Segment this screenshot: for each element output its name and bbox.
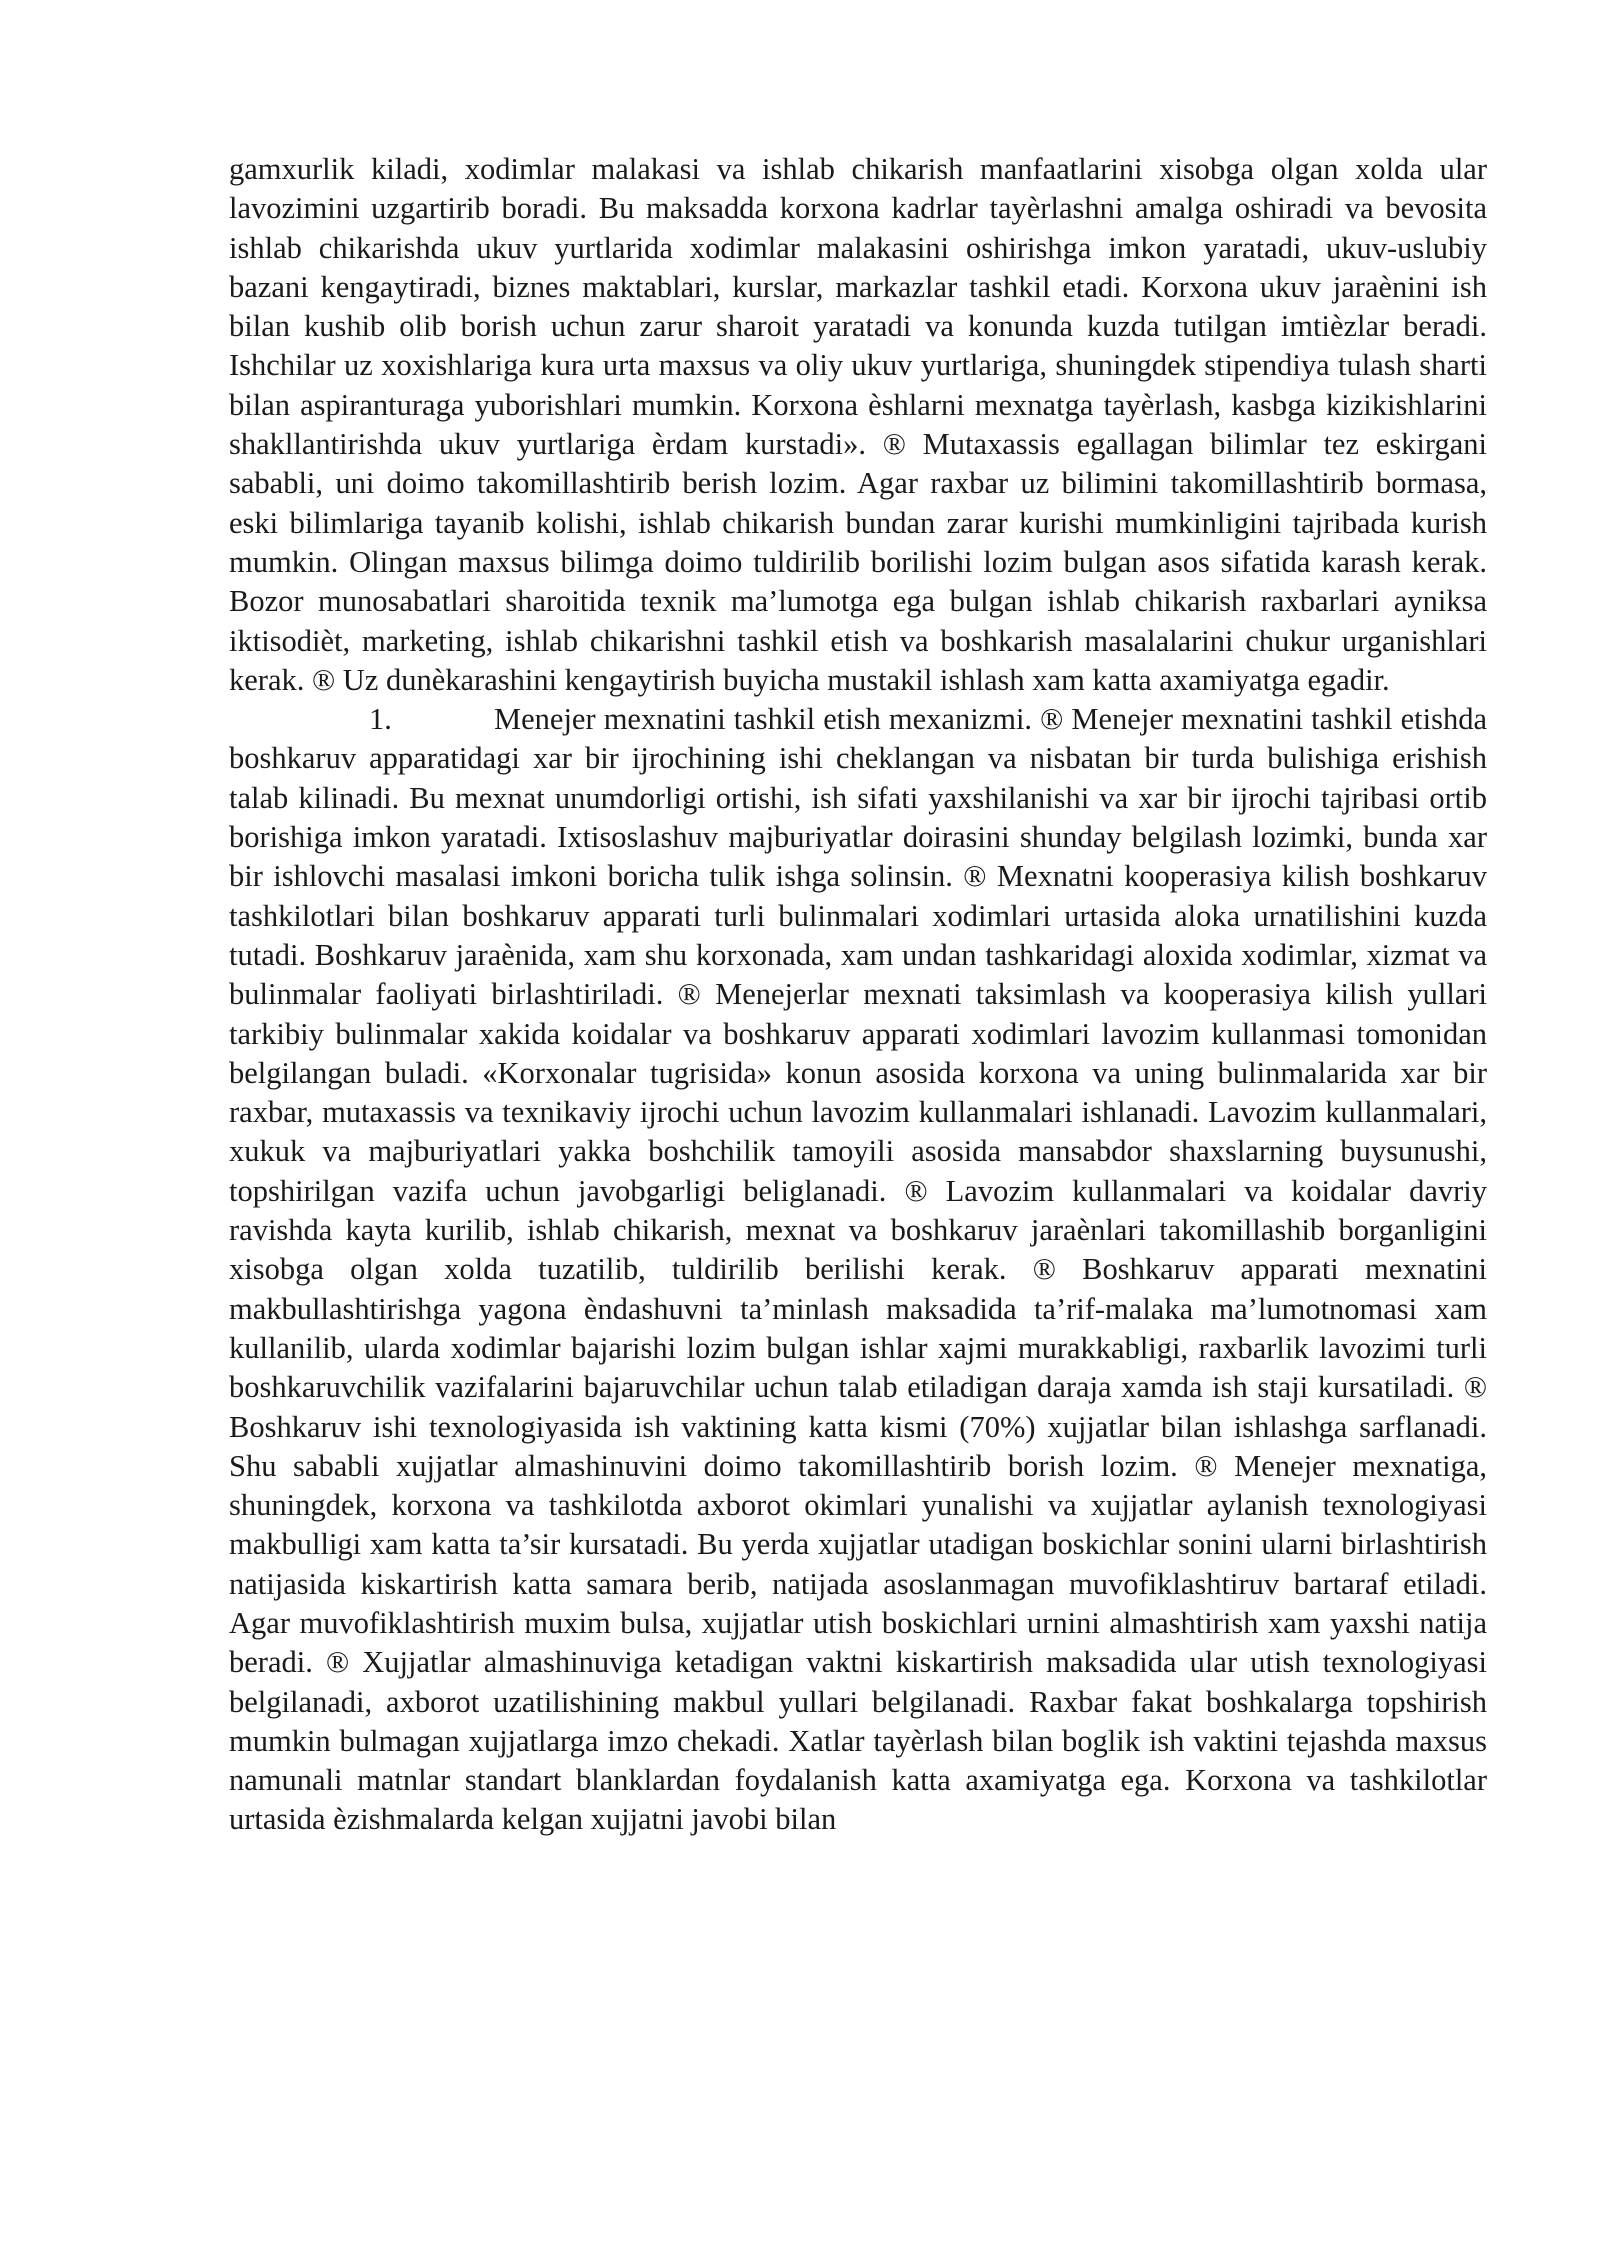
list-number: 1. bbox=[369, 702, 392, 737]
document-body bbox=[229, 150, 1487, 1840]
paragraph-2: Menejer mexnatini tashkil etish mexanizmi. ® Menejer mexnatini tashkil etishda boshkaruv apparatidagi xar bir ijrochining ishi cheklangan va nisbatan bir turda bulishiga erishish talab kilinadi. Bu mexnat unumdorligi ortishi, ish sifati yaxshilanishi va xar bir ijrochi tajribasi ortib borishiga imkon yaratadi. Ixtisoslashuv majburiyatlar doirasini shunday belgilash lozimki, bunda xar bir ishlovchi masalasi imkoni boricha tulik ishga solinsin. ® Mexnatni kooperasiya kilish boshkaruv tashkilotlari bilan boshkaruv apparati turli bulinmalari xodimlari urtasida aloka urnatilishini kuzda tutadi. Boshkaruv jaraènida, xam shu korxonada, xam undan tashkaridagi aloxida xodimlar, xizmat va bulinmalar faoliyati birlashtiriladi. ® Menejerlar mexnati taksimlash va kooperasiya kilish yullari tarkibiy bulinmalar xakida koidalar va boshkaruv apparati xodimlari lavozim kullanmasi tomonidan belgilangan buladi. «Korxonalar tugrisida» konun asosida korxona va uning bulinmalarida xar bir raxbar, mutaxassis va texnikaviy ijrochi uchun lavozim kullanmalari ishlanadi. Lavozim kullanmalari, xukuk va majburiyatlari yakka boshchilik tamoyili asosida mansabdor shaxslarning buysunushi, topshirilgan vazifa uchun javobgarligi beliglanadi. ® Lavozim kullanmalari va koidalar davriy ravishda kayta kurilib, ishlab chikarish, mexnat va boshkaruv jaraènlari takomillashib borganligini xisobga olgan xolda tuzatilib, tuldirilib berilishi kerak. ® Boshkaruv apparati mexnatini makbullashtirishga yagona èndashuvni ta’minlash maksadida ta’rif-malaka ma’lumotnomasi xam kullanilib, ularda xodimlar bajarishi lozim bulgan ishlar xajmi murakkabligi, raxbarlik lavozimi turli boshkaruvchilik vazifalarini bajaruvchilar uchun talab etiladigan daraja xamda ish staji kursatiladi. ® Boshkaruv ishi texnologiyasida ish vaktining katta kismi (70%) xujjatlar bilan ishlashga sarflanadi. Shu sababli xujjatlar almashinuvini doimo takomillashtirib borish lozim. ® Menejer mexnatiga, shuningdek, korxona va tashkilotda axborot okimlari yunalishi va xujjatlar aylanish texnologiyasi makbulligi xam katta ta’sir kursatadi. Bu yerda xujjatlar utadigan boskichlar sonini ularni birlashtirish natijasida kiskartirish katta samara berib, natijada asoslanmagan muvofiklashtiruv bartaraf etiladi. Agar muvofiklashtirish muxim bulsa, xujjatlar utish boskichlari urnini almashtirish xam yaxshi natija beradi. ® Xujjatlar almashinuviga ketadigan vaktni kiskartirish maksadida ular utish texnologiyasi belgilanadi, axborot uzatilishining makbul yullari belgilanadi. Raxbar fakat boshkalarga topshirish mumkin bulmagan xujjatlarga imzo chekadi. Xatlar tayèrlash bilan boglik ish vaktini tejashda maxsus namunali matnlar standart blanklardan foydalanish katta axamiyatga ega. Korxona va tashkilotlar urtasida èzishmalarda kelgan xujjatni javobi bilan bbox=[229, 702, 1487, 1837]
paragraph-1: gamxurlik kiladi, xodimlar malakasi va ishlab chikarish manfaatlarini xisobga olgan xolda ular lavozimini uzgartirib boradi. Bu maksadda korxona kadrlar tayèrlashni amalga oshiradi va bevosita ishlab chikarishda ukuv yurtlarida xodimlar malakasini oshirishga imkon yaratadi, ukuv-uslubiy bazani kengaytiradi, biznes maktablari, kurslar, markazlar tashkil etadi. Korxona ukuv jaraènini ish bilan kushib olib borish uchun zarur sharoit yaratadi va konunda kuzda tutilgan imtièzlar beradi. Ishchilar uz xoxishlariga kura urta maxsus va oliy ukuv yurtlariga, shuningdek stipendiya tulash sharti bilan aspiranturaga yuborishlari mumkin. Korxona èshlarni mexnatga tayèrlash, kasbga kizikishlarini shakllantirishda ukuv yurtlariga èrdam kurstadi». ® Mutaxassis egallagan bilimlar tez eskirgani sababli, uni doimo takomillashtirib berish lozim. Agar raxbar uz bilimini takomillashtirib bormasa, eski bilimlariga tayanib kolishi, ishlab chikarish bundan zarar kurishi mumkinligini tajribada kurish mumkin. Olingan maxsus bilimga doimo tuldirilib borilishi lozim bulgan asos sifatida karash kerak. Bozor munosabatlari sharoitida texnik ma’lumotga ega bulgan ishlab chikarish raxbarlari ayniksa iktisodièt, marketing, ishlab chikarishni tashkil etish va boshkarish masalalarini chukur urganishlari kerak. ® Uz dunèkarashini kengaytirish buyicha mustakil ishlash xam katta axamiyatga egadir. bbox=[229, 152, 1487, 697]
numbered-paragraph bbox=[229, 700, 1487, 1840]
